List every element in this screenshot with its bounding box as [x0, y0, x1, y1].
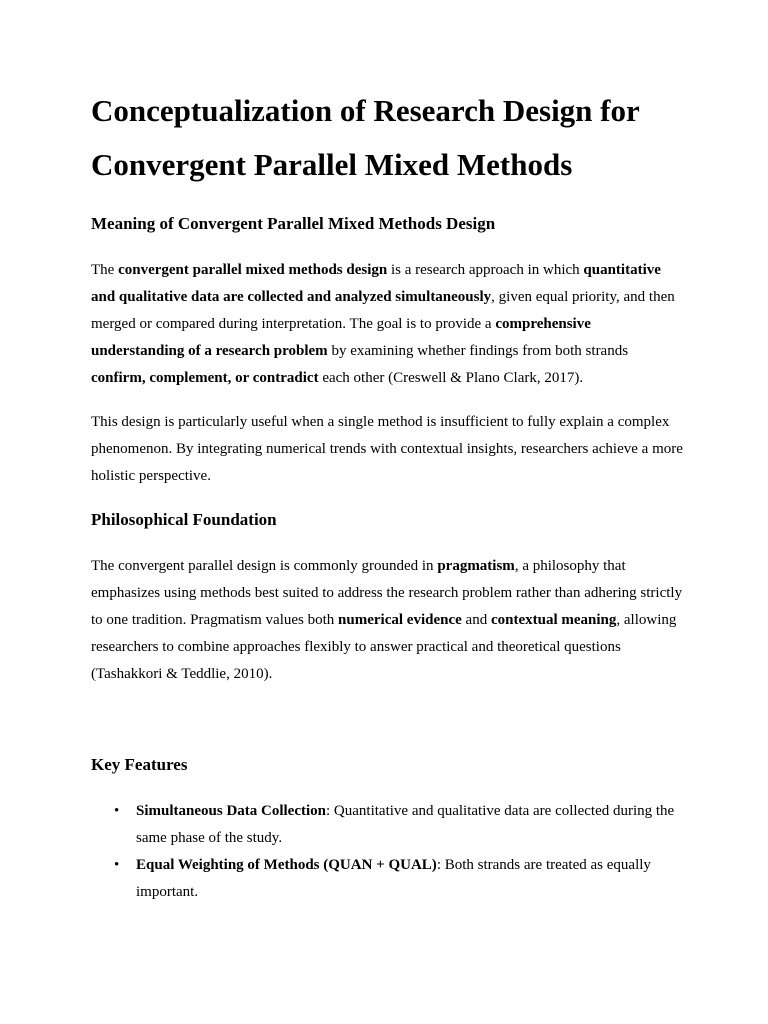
document-page: [91, 84, 683, 906]
paragraph-meaning-2: This design is particularly useful when a single method is insufficient to fully explain a complex phenomenon. By integrating numerical trends with contextual insights, researchers achieve a more holistic perspective.: [91, 414, 683, 484]
text-run: and: [461, 612, 491, 628]
bold-term: contextual meaning: [490, 612, 617, 628]
document-title: Conceptualization of Research Design for Convergent Parallel Mixed Methods: [91, 93, 640, 182]
paragraph-philosophy-1: [91, 553, 683, 688]
bold-term: quantitative and qualitative data are collected and analyzed simultaneously: [91, 262, 661, 305]
paragraph-meaning-1: [91, 257, 683, 392]
list-item: [114, 852, 683, 906]
feature-term: Simultaneous Data Collection: [136, 803, 327, 819]
text-run: is a research approach in which: [387, 262, 584, 278]
section-heading-features: Key Features: [91, 755, 188, 774]
spacer: [91, 705, 683, 752]
feature-desc: : Quantitative and qualitative data are collected during the same phase of the study.: [136, 803, 675, 846]
bold-term: pragmatism: [437, 558, 515, 574]
section-heading-meaning: Meaning of Convergent Parallel Mixed Methods Design: [91, 214, 496, 233]
feature-term: Equal Weighting of Methods (QUAN + QUAL): [136, 857, 437, 873]
bold-term: comprehensive understanding of a research problem: [91, 316, 591, 359]
text-run: , a philosophy that emphasizes using methods best suited to address the research problem rather than adhering strictly to one tradition. Pragmatism values both: [91, 558, 683, 628]
text-run: , given equal priority, and then merged or compared during interpretation. The goal is to provide a: [91, 289, 675, 332]
features-list: [91, 798, 683, 906]
text-run: The convergent parallel design is commonly grounded in: [91, 558, 438, 574]
text-run: each other (Creswell & Plano Clark, 2017).: [318, 370, 584, 386]
text-run: by examining whether findings from both strands: [327, 343, 629, 359]
feature-desc: : Both strands are treated as equally important.: [136, 857, 651, 900]
bullet-icon: •: [114, 857, 120, 873]
bullet-icon: •: [114, 803, 120, 819]
list-item: [114, 798, 683, 852]
section-heading-philosophy: Philosophical Foundation: [91, 510, 277, 529]
text-run: The: [91, 262, 119, 278]
bold-term: convergent parallel mixed methods design: [118, 262, 388, 278]
bold-term: numerical evidence: [338, 612, 462, 628]
text-run: , allowing researchers to combine approaches flexibly to answer practical and theoretical questions (Tashakkori & Teddlie, 2010).: [91, 612, 677, 682]
bold-term: confirm, complement, or contradict: [91, 370, 319, 386]
